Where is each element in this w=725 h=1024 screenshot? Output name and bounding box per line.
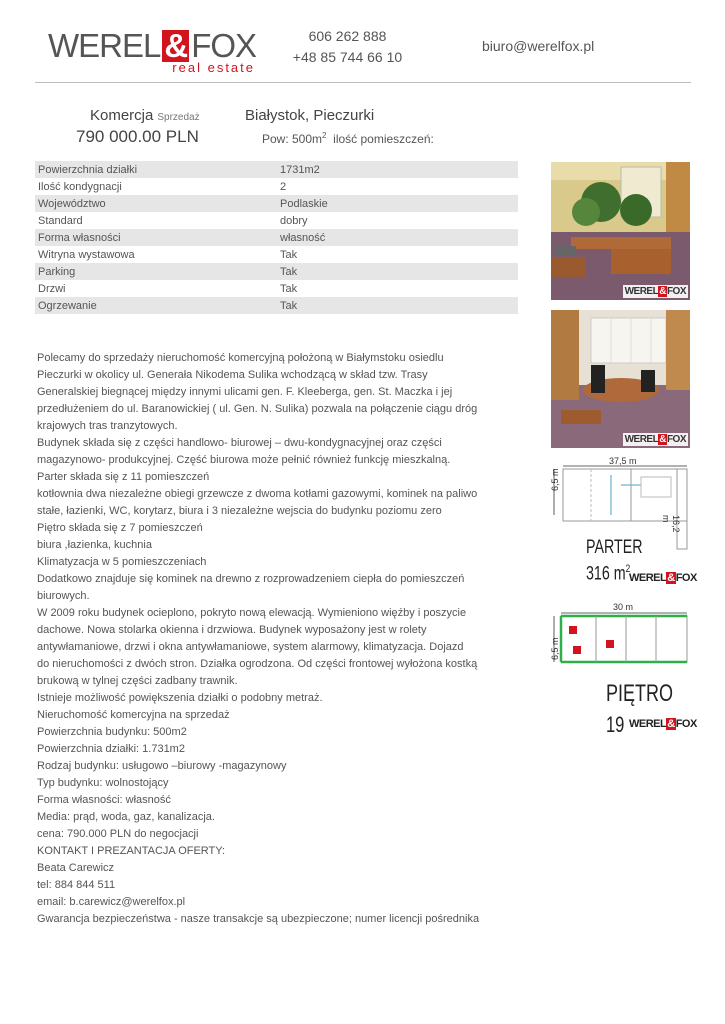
- description-line: dachowe. Nowa stolarka okienna i drzwiowa. Budynek wyposażony jest w rolety: [37, 624, 427, 636]
- offer-area: Pow: $500m^2$ ilość pomieszczeń:: [262, 131, 434, 146]
- upper-plan-watermark: WEREL&FOX: [629, 718, 697, 730]
- description-line: Piętro składa się z 7 pomieszczeń: [37, 522, 203, 534]
- property-parameters-table: [35, 161, 518, 314]
- description-line: cena: 790.000 PLN do negocjacji: [37, 828, 199, 840]
- parameter-value: Tak: [277, 297, 518, 314]
- description-line: Budynek składa się z części handlowo- biurowej – dwu-kondygnacyjnej oraz części: [37, 437, 442, 449]
- office-email-link[interactable]: biuro@werelfox.pl: [482, 38, 595, 54]
- parameter-row: [35, 246, 518, 263]
- parameter-row: [35, 161, 518, 178]
- description-line: przedłużeniem do ul. Baranowickiej ( ul. Gen. N. Sulika) pozwala na połączenie ciągu dróg: [37, 403, 478, 415]
- parameter-label: Standard: [38, 214, 83, 227]
- description-line: Rodzaj budynku: usługowo –biurowy -magazynowy: [37, 760, 287, 772]
- office-photo-1[interactable]: [551, 162, 690, 300]
- logo-wordmark: WEREL & FOX: [48, 27, 257, 64]
- property-description: [37, 350, 487, 928]
- ground-plan-width-label: 37,5 m: [609, 456, 637, 466]
- photo-2-watermark: WEREL&FOX: [624, 434, 686, 445]
- description-line: Istnieje możliwość powiększenia działki o podobny metraż.: [37, 692, 323, 704]
- phone-numbers: [275, 26, 420, 68]
- description-line: Polecamy do sprzedaży nieruchomość komercyjną położoną w Białymstoku osiedlu: [37, 352, 444, 364]
- parameter-row: [35, 229, 518, 246]
- description-line: Media: prąd, woda, gaz, kanalizacja.: [37, 811, 215, 823]
- upper-plan-area: 19: [606, 712, 625, 737]
- upper-plan-title: PIĘTRO: [606, 680, 674, 707]
- description-line: Forma własności: własność: [37, 794, 171, 806]
- parameter-row: [35, 280, 518, 297]
- description-line: brukową w tylnej części zadbany trawnik.: [37, 675, 238, 687]
- parameter-row: [35, 263, 518, 280]
- header-divider: [35, 82, 691, 83]
- upper-plan-drawing: [551, 600, 690, 680]
- parameter-value: dobry: [280, 214, 308, 227]
- company-logo: [48, 28, 263, 76]
- description-line: magazynowo- produkcyjnej. Część biurowa może pełnić również funkcję mieszkalną.: [37, 454, 451, 466]
- description-line: Generalskiej biegnącej między innymi ulicami gen. F. Kleeberga, gen. St. Maczka i jej: [37, 386, 453, 398]
- offer-transaction-type: Sprzedaż: [157, 112, 200, 123]
- parameter-value: Podlaskie: [277, 195, 518, 212]
- parameter-label: Drzwi: [38, 282, 66, 295]
- description-line: Pieczurki w okolicy ul. Generała Nikodema Sulika wchodzącą w skład tzw. Trasy: [37, 369, 428, 381]
- office-photo-1-image: [551, 162, 690, 300]
- description-line: kotłownia dwa niezależne obiegi grzewcze z dwoma kotłami gazowymi, kominek na paliwo: [37, 488, 478, 500]
- parameter-label: Witryna wystawowa: [38, 248, 135, 261]
- upper-plan-width-label: 30 m: [613, 602, 634, 612]
- parameter-row: [35, 178, 518, 195]
- photo-1-watermark: WEREL&FOX: [624, 286, 686, 297]
- description-line: KONTAKT I PREZANTACJA OFERTY:: [37, 845, 226, 857]
- ground-plan-side-label: 16,2 m: [661, 515, 681, 533]
- description-line: Beata Carewicz: [37, 862, 115, 874]
- logo-tagline: real estate: [172, 60, 255, 75]
- ground-floor-plan[interactable]: [550, 455, 697, 595]
- phone-primary[interactable]: 606 262 888: [308, 28, 387, 44]
- phone-secondary[interactable]: +48 85 744 66 10: [292, 49, 403, 65]
- parameter-label: Województwo: [35, 195, 277, 212]
- parameter-label: Ilość kondygnacji: [38, 180, 122, 193]
- ground-plan-watermark: WEREL&FOX: [629, 572, 697, 584]
- office-photo-2-image: [551, 310, 690, 448]
- offer-location: Białystok, Pieczurki: [245, 107, 375, 124]
- description-line: Nieruchomość komercyjna na sprzedaż: [37, 709, 230, 721]
- description-line: stałe, łazienki, WC, korytarz, biura i 3 niezależne wejscia do budynku poziomu zero: [37, 505, 442, 517]
- description-line: biura ,łazienka, kuchnia: [37, 539, 152, 551]
- description-line: Powierzchnia działki: 1.731m2: [37, 743, 185, 755]
- parameter-value: 1731m2: [277, 161, 518, 178]
- parameter-label: Powierzchnia działki: [35, 161, 277, 178]
- description-line: email: b.carewicz@werelfox.pl: [37, 896, 186, 908]
- ground-plan-title: PARTER: [586, 537, 643, 558]
- description-line: Dodatkowo znajduje się kominek na drewno z rozprowadzeniem ciepła do pomieszczeń: [37, 573, 465, 585]
- description-line: Parter składa się z 11 pomieszczeń: [37, 471, 210, 483]
- description-line: Gwarancja bezpieczeństwa - nasze transakcje są ubezpieczone; numer licencji pośrednika: [37, 913, 480, 925]
- parameter-value: własność: [277, 229, 518, 246]
- parameter-label: Forma własności: [35, 229, 277, 246]
- description-line: Klimatyzacja w 5 pomieszczeniach: [37, 556, 207, 568]
- description-line: tel: 884 844 511: [37, 879, 116, 891]
- parameter-label: Ogrzewanie: [35, 297, 277, 314]
- description-line: W 2009 roku budynek ocieplono, pokryto nową elewacją. Wymieniono więźby i poszycie: [37, 607, 467, 619]
- upper-floor-plan[interactable]: [550, 600, 697, 750]
- parameter-value: Tak: [280, 248, 298, 261]
- offer-category: Komercja Sprzedaż: [90, 107, 200, 124]
- description-line: antywłamaniowe, drzwi i okna antywłamaniowe, system alarmowy, klimatyzacja. Dojazd: [37, 641, 464, 653]
- parameter-label: Parking: [35, 263, 277, 280]
- logo-ampersand: &: [164, 27, 188, 64]
- upper-plan-depth-label: 6,5 m: [550, 637, 560, 660]
- ground-plan-depth-label: 6,5 m: [550, 468, 560, 491]
- parameter-row: [35, 212, 518, 229]
- office-photo-2[interactable]: [551, 310, 690, 448]
- offer-price: 790 000.00 PLN: [76, 127, 199, 146]
- ground-plan-area: 316 $m^2$: [586, 563, 631, 585]
- description-line: Typ budynku: wolnostojący: [37, 777, 169, 789]
- offer-rooms: ilość pomieszczeń:: [333, 132, 434, 146]
- parameter-value: Tak: [277, 263, 518, 280]
- parameter-value: 2: [280, 180, 287, 193]
- description-line: biurowych.: [37, 590, 90, 602]
- description-line: do nieruchomości z dwóch stron. Działka ogrodzona. Od części frontowej wyłożona kostką: [37, 658, 478, 670]
- description-line: krajowych tras tranzytowych.: [37, 420, 178, 432]
- parameter-row: [35, 297, 518, 314]
- parameter-row: [35, 195, 518, 212]
- parameter-value: Tak: [280, 282, 298, 295]
- description-line: Powierzchnia budynku: 500m2: [37, 726, 187, 738]
